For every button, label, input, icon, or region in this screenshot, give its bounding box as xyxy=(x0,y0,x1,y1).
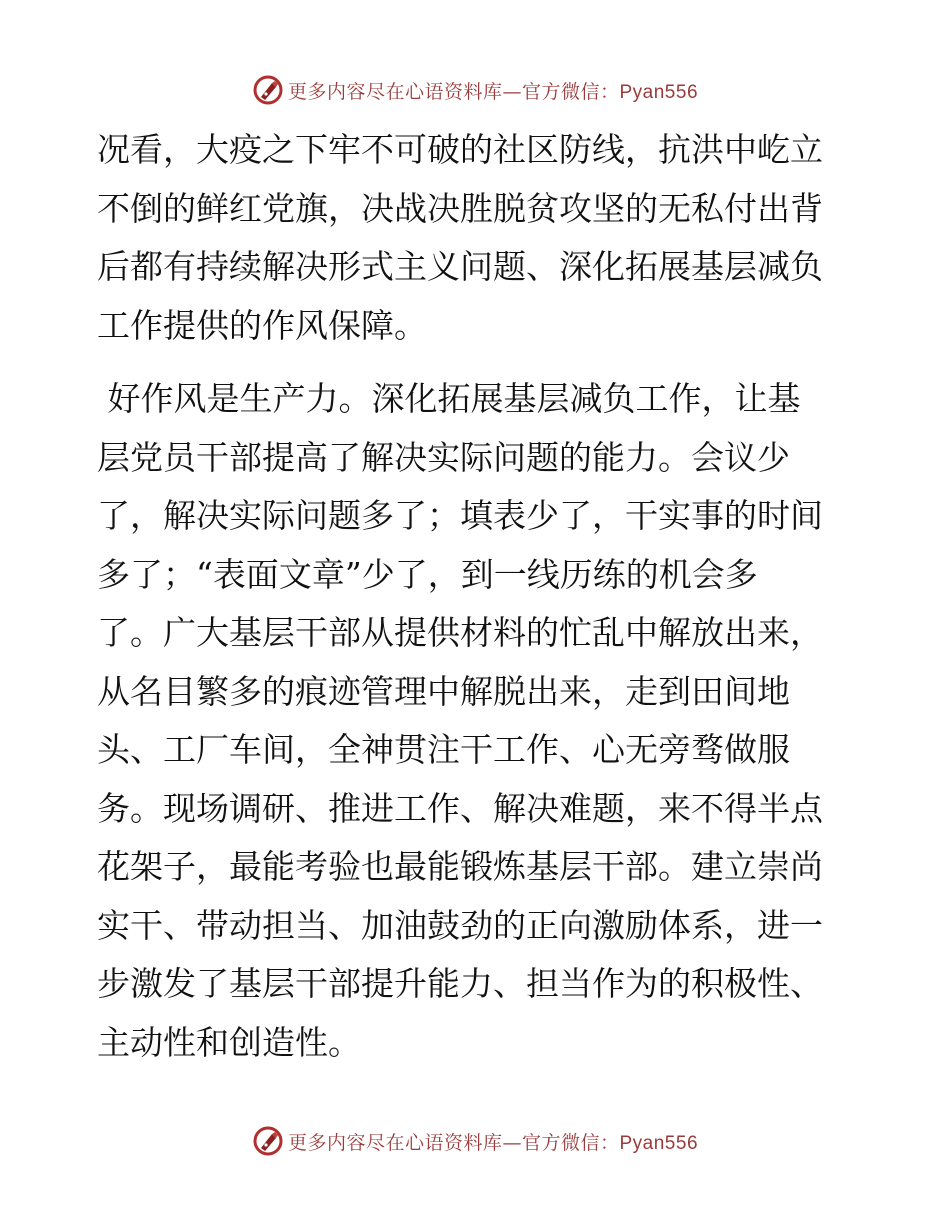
header-banner xyxy=(0,70,950,110)
paragraph-2 xyxy=(97,370,847,1072)
text-line: 层党员干部提高了解决实际问题的能力。会议少 xyxy=(97,437,790,477)
footer-banner-main: 更多内容尽在心语资料库 xyxy=(287,1131,503,1154)
paragraph-1 xyxy=(97,121,847,355)
text-line: 了，解决实际问题多了；填表少了，干实事的时间 xyxy=(97,496,823,535)
text-line: 务。现场调研、推进工作、解决难题，来不得半点 xyxy=(97,788,823,828)
text-line: 实干、带动担当、加油鼓劲的正向激励体系，进一 xyxy=(97,905,823,945)
footer-banner-sep: — xyxy=(502,1131,522,1154)
text-line: 不倒的鲜红党旗，决战决胜脱贫攻坚的无私付出背 xyxy=(97,188,823,228)
body-text xyxy=(97,121,847,1072)
text-line: 主动性和创造性。 xyxy=(97,1022,361,1062)
header-banner-main: 更多内容尽在心语资料库 xyxy=(287,80,503,103)
header-banner-sep: — xyxy=(502,80,522,103)
header-banner-wechat: 官方微信：Pyan556 xyxy=(522,81,699,103)
text-line: 头、工厂车间，全神贯注干工作、心无旁骛做服 xyxy=(97,730,790,769)
footer-banner-wechat: 官方微信：Pyan556 xyxy=(522,1132,699,1154)
text-line: 好作风是生产力。深化拓展基层减负工作，让基 xyxy=(97,379,801,418)
text-line: 了。广大基层干部从提供材料的忙乱中解放出来， xyxy=(97,613,823,652)
text-line: 后都有持续解决形式主义问题、深化拓展基层减负 xyxy=(97,247,823,286)
text-line: 从名目繁多的痕迹管理中解脱出来，走到田间地 xyxy=(97,671,790,711)
text-line: 况看，大疫之下牢不可破的社区防线，抗洪中屹立 xyxy=(97,130,823,169)
footer-banner xyxy=(0,1121,950,1161)
pen-nib-logo-icon xyxy=(252,1125,284,1157)
paragraph-gap xyxy=(97,355,847,370)
text-line: 工作提供的作风保障。 xyxy=(97,305,427,345)
pen-nib-logo-icon xyxy=(252,74,284,106)
text-line: 步激发了基层干部提升能力、担当作为的积极性、 xyxy=(97,964,823,1003)
text-line: 多了；“表面文章”少了，到一线历练的机会多 xyxy=(97,554,758,594)
text-line: 花架子，最能考验也最能锻炼基层干部。建立崇尚 xyxy=(97,847,823,886)
